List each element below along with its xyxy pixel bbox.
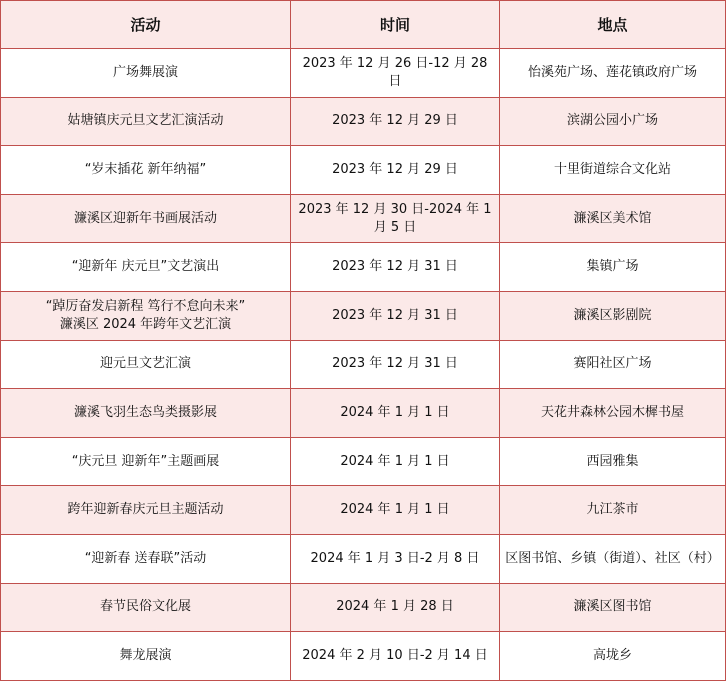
- cell-place: 濂溪区影剧院: [500, 291, 726, 340]
- cell-activity-line-1: “踔厉奋发启新程 笃行不怠向未来”: [45, 298, 246, 314]
- cell-time: 2023 年 12 月 30 日-2024 年 1 月 5 日: [291, 194, 500, 243]
- cell-time: 2023 年 12 月 31 日: [291, 291, 500, 340]
- cell-place: 怡溪苑广场、莲花镇政府广场: [500, 49, 726, 98]
- cell-activity: 濂溪区迎新年书画展活动: [1, 194, 291, 243]
- table-row: [1, 534, 726, 583]
- cell-time: 2024 年 1 月 1 日: [291, 437, 500, 486]
- cell-place: 滨湖公园小广场: [500, 97, 726, 146]
- cell-time: 2023 年 12 月 26 日-12 月 28 日: [291, 49, 500, 98]
- header-place: 地点: [500, 1, 726, 49]
- cell-time: 2023 年 12 月 29 日: [291, 97, 500, 146]
- cell-time: 2024 年 1 月 28 日: [291, 583, 500, 632]
- table-row: [1, 632, 726, 681]
- cell-activity: 广场舞展演: [1, 49, 291, 98]
- cell-time: 2023 年 12 月 31 日: [291, 243, 500, 292]
- cell-place: 赛阳社区广场: [500, 340, 726, 389]
- cell-time: 2023 年 12 月 29 日: [291, 146, 500, 195]
- cell-activity: 迎元旦文艺汇演: [1, 340, 291, 389]
- header-activity: 活动: [1, 1, 291, 49]
- table-row: [1, 291, 726, 340]
- table-row: [1, 437, 726, 486]
- table-row: [1, 583, 726, 632]
- cell-activity: 舞龙展演: [1, 632, 291, 681]
- table-row: [1, 194, 726, 243]
- cell-place: 濂溪区美术馆: [500, 194, 726, 243]
- cell-activity: “迎新年 庆元旦”文艺演出: [1, 243, 291, 292]
- cell-activity: “岁末插花 新年纳福”: [1, 146, 291, 195]
- table-row: [1, 340, 726, 389]
- cell-place: 西园雅集: [500, 437, 726, 486]
- cell-activity: 跨年迎新春庆元旦主题活动: [1, 486, 291, 535]
- table-row: [1, 243, 726, 292]
- cell-time: 2024 年 1 月 3 日-2 月 8 日: [291, 534, 500, 583]
- cell-activity: 濂溪飞羽生态鸟类摄影展: [1, 389, 291, 438]
- cell-time: 2024 年 2 月 10 日-2 月 14 日: [291, 632, 500, 681]
- cell-place: 高垅乡: [500, 632, 726, 681]
- table-row: [1, 389, 726, 438]
- cell-place: 九江茶市: [500, 486, 726, 535]
- cell-activity: 春节民俗文化展: [1, 583, 291, 632]
- cell-activity: 姑塘镇庆元旦文艺汇演活动: [1, 97, 291, 146]
- cell-time: 2024 年 1 月 1 日: [291, 486, 500, 535]
- cell-place: 濂溪区图书馆: [500, 583, 726, 632]
- header-time: 时间: [291, 1, 500, 49]
- table-row: [1, 49, 726, 98]
- table-row: [1, 97, 726, 146]
- cell-activity: [1, 291, 291, 340]
- cell-place: 区图书馆、乡镇（街道）、社区（村）: [500, 534, 726, 583]
- table-row: [1, 486, 726, 535]
- cell-place: 集镇广场: [500, 243, 726, 292]
- cell-place: 天花井森林公园木樨书屋: [500, 389, 726, 438]
- cell-activity: “迎新春 送春联”活动: [1, 534, 291, 583]
- cell-time: 2023 年 12 月 31 日: [291, 340, 500, 389]
- header-row: [1, 1, 726, 49]
- cell-activity-line-2: 濂溪区 2024 年跨年文艺汇演: [59, 316, 232, 332]
- table-row: [1, 146, 726, 195]
- cell-time: 2024 年 1 月 1 日: [291, 389, 500, 438]
- cell-activity: “庆元旦 迎新年”主题画展: [1, 437, 291, 486]
- cell-place: 十里街道综合文化站: [500, 146, 726, 195]
